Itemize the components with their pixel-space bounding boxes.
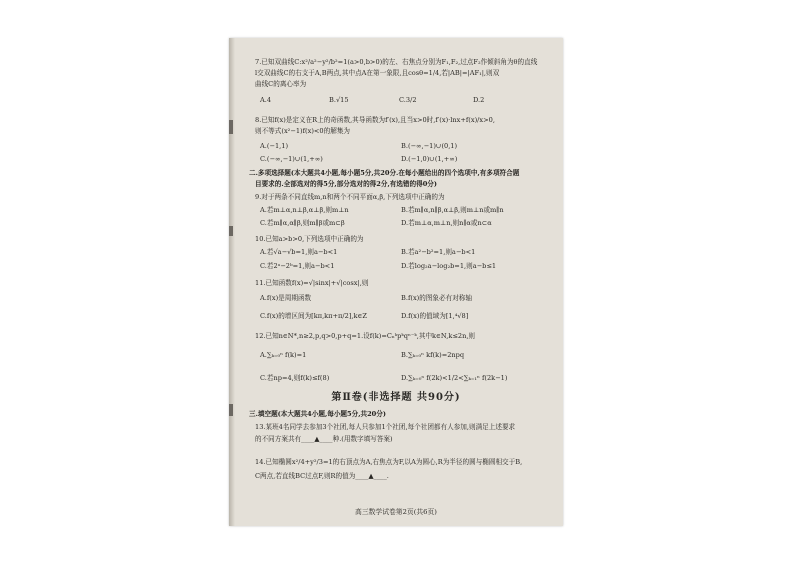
- q7-option-a: A.4: [260, 96, 272, 104]
- binding-mark: [229, 404, 233, 416]
- q7-option-d: D.2: [473, 96, 485, 104]
- q13-stem-line-2: 的不同方案共有____▲____种.(用数字填写答案): [255, 435, 393, 443]
- q8-option-d: D.(−1,0)∪(1,+∞): [401, 155, 458, 163]
- page-footer: 高三数学试卷第2页(共6页): [355, 508, 437, 516]
- section-2-title-cont: 目要求的.全部选对的得5分,部分选对的得2分,有选错的得0分): [255, 180, 438, 188]
- q12-option-b: B.∑ₖ₌₀ⁿ kf(k)=2npq: [401, 351, 465, 359]
- q7-stem-line-2: l交双曲线C的右支于A,B两点,其中点A在第一象限,且cosθ=1/4,若|AB|=|AF₁|,则双: [255, 69, 500, 77]
- q10-option-a: A.若√a−√b=1,则a−b<1: [260, 248, 338, 256]
- q12-option-c: C.若np=4,则f(k)≤f(8): [260, 374, 330, 382]
- q13-stem-line-1: 13.某班4名同学去参加3个社团,每人只参加1个社团,每个社团都有人参加,则满足上述要求: [255, 423, 516, 431]
- q10-stem: 10.已知a>b>0,下列选项中正确的为: [255, 235, 364, 243]
- q9-option-c: C.若m∥α,α∥β,则m∥β或m⊂β: [260, 219, 345, 227]
- binding-strip: [229, 38, 235, 526]
- q9-option-a: A.若m⊥α,n⊥β,α⊥β,则m⊥n: [260, 206, 349, 214]
- q7-option-b: B.√15: [329, 96, 349, 104]
- q8-option-c: C.(−∞,−1)∪(1,+∞): [260, 155, 323, 163]
- q8-option-a: A.(−1,1): [260, 142, 289, 150]
- binding-mark: [229, 120, 233, 134]
- q11-stem: 11.已知函数f(x)=√|sinx|+√|cosx|,则: [255, 279, 369, 287]
- q10-option-b: B.若a²−b²=1,则a−b<1: [401, 248, 476, 256]
- section-2-title: 二.多项选择题(本大题共4小题,每小题5分,共20分.在每小题给出的四个选项中,有多项符合题: [249, 169, 520, 177]
- q9-option-d: D.若m⊥α,m⊥n,则n∥α或n⊂α: [401, 219, 492, 227]
- q12-option-a: A.∑ₖ₌₀ⁿ f(k)=1: [260, 351, 307, 359]
- q9-option-b: B.若m∥α,n∥β,α⊥β,则m⊥n或m∥n: [401, 206, 504, 214]
- q8-stem-line-2: 则不等式(x²−1)f(x)<0的解集为: [255, 127, 351, 135]
- binding-mark: [229, 226, 233, 236]
- exam-page: [229, 38, 563, 526]
- q7-stem-line-3: 曲线C的离心率为: [255, 80, 307, 88]
- q12-stem: 12.已知n∈N*,n≥2,p,q>0,p+q=1.设f(k)=Cₙᵏpᵏqⁿ⁻ᵏ,其中k∈N,k≤2n,则: [255, 332, 476, 340]
- q10-option-d: D.若log₂a−log₂b=1,则a−b≤1: [401, 262, 497, 270]
- part-2-title: 第Ⅱ卷(非选择题 共90分): [331, 392, 461, 403]
- q7-option-c: C.3/2: [399, 96, 417, 104]
- q11-option-b: B.f(x)的图象必有对称轴: [401, 294, 472, 302]
- q8-option-b: B.(−∞,−1)∪(0,1): [401, 142, 458, 150]
- q11-option-d: D.f(x)的值域为[1,⁴√8]: [401, 312, 469, 320]
- q12-option-d: D.∑ₖ₌₀ⁿ f(2k)<1/2<∑ₖ₌₁ⁿ f(2k−1): [401, 374, 508, 382]
- q9-stem: 9.对于两条不同直线m,n和两个不同平面α,β,下列选项中正确的为: [255, 193, 445, 201]
- q8-stem-line-1: 8.已知f(x)是定义在R上的奇函数,其导函数为f′(x),且当x>0时,f′(x)·lnx+f(x)/x>0,: [255, 116, 495, 124]
- q14-stem-line-1: 14.已知椭圆x²/4+y²/3=1的右顶点为A,右焦点为F,以A为圆心,R为半径的圆与椭圆相交于B,: [255, 458, 523, 466]
- q7-stem-line-1: 7.已知双曲线C:x²/a²−y²/b²=1(a>0,b>0)的左、右焦点分别为F₁,F₂,过点F₂作倾斜角为θ的直线: [255, 58, 538, 66]
- q10-option-c: C.若2ᵃ−2ᵇ=1,则a−b<1: [260, 262, 335, 270]
- q11-option-c: C.f(x)的增区间为[kπ,kπ+π/2],k∈Z: [260, 312, 367, 320]
- q11-option-a: A.f(x)是周期函数: [260, 294, 312, 302]
- q14-stem-line-2: C两点,若直线BC过点F,则R的值为____▲____.: [255, 472, 389, 480]
- section-3-title: 三.填空题(本大题共4小题,每小题5分,共20分): [249, 410, 386, 418]
